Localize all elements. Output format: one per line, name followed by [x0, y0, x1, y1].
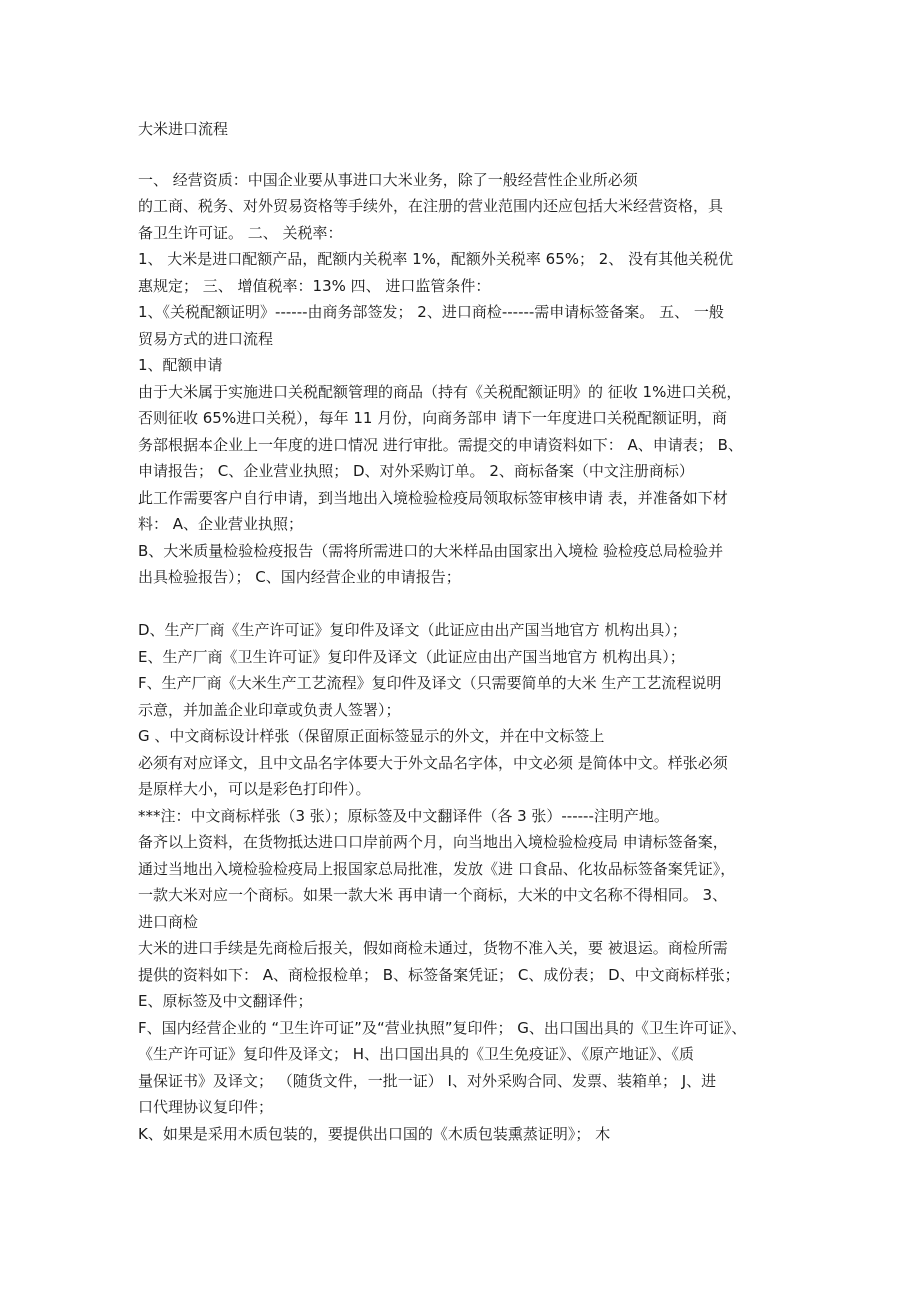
- text-line: D、生产厂商《生产许可证》复印件及译文（此证应由出产国当地官方 机构出具）；: [138, 621, 687, 639]
- text-line: 大米的进口手续是先商检后报关，假如商检未通过，货物不准入关，要 被退运。商检所需: [138, 939, 728, 957]
- text-line: 一、 经营资质：中国企业要从事进口大米业务，除了一般经营性企业所必须: [138, 170, 638, 189]
- text-line: E、原标签及中文翻译件；: [138, 992, 313, 1010]
- text-line: ***注：中文商标样张（3 张）；原标签及中文翻译件（各 3 张）------注明产地。: [138, 806, 669, 825]
- text-line: 申请报告； C、企业营业执照； D、对外采购订单。 2、商标备案（中文注册商标）: [138, 462, 694, 480]
- paragraph-block-1: [138, 167, 788, 591]
- text-line: 出具检验报告）； C、国内经营企业的申请报告；: [138, 568, 461, 586]
- text-line: 示意，并加盖企业印章或负责人签署）；: [138, 700, 401, 719]
- text-line: 提供的资料如下： A、商检报检单； B、标签备案凭证； C、成份表； D、中文商标样张；: [138, 965, 740, 984]
- text-line: 备卫生许可证。 二、 关税率：: [138, 223, 343, 242]
- text-line: 是原样大小，可以是彩色打印件）。: [138, 780, 371, 798]
- text-line: 一款大米对应一个商标。如果一款大米 再申请一个商标，大米的中文名称不得相同。 3、: [138, 886, 728, 904]
- text-line: E、生产厂商《卫生许可证》复印件及译文（此证应由出产国当地官方 机构出具）；: [138, 647, 685, 666]
- text-line: 贸易方式的进口流程: [138, 329, 274, 348]
- text-line: 惠规定； 三、 增值税率：13% 四、 进口监管条件：: [138, 276, 491, 295]
- text-line: F、生产厂商《大米生产工艺流程》复印件及译文（只需要简单的大米 生产工艺流程说明: [138, 674, 722, 692]
- text-line: 此工作需要客户自行申请，到当地出入境检验检疫局领取标签审核申请 表，并准备如下材: [138, 488, 728, 507]
- text-line: 通过当地出入境检验检疫局上报国家总局批准，发放《进 口食品、化妆品标签备案凭证》，: [138, 859, 736, 878]
- text-line: 量保证书》及译文； （随货文件，一批一证） I、对外采购合同、发票、装箱单； J、进: [138, 1071, 717, 1090]
- text-line: 务部根据本企业上一年度的进口情况 进行审批。需提交的申请资料如下： A、申请表； B、: [138, 435, 743, 454]
- text-line: 进口商检: [138, 912, 199, 931]
- paragraph-block-2: [138, 617, 788, 1147]
- blank-line: [138, 591, 788, 618]
- text-line: 否则征收 65%进口关税），每年 11 月份，向商务部申 请下一年度进口关税配额证明，商: [138, 409, 728, 427]
- text-line: K、如果是采用木质包装的，要提供出口国的《木质包装熏蒸证明》； 木: [138, 1124, 611, 1143]
- document-body: [138, 116, 788, 1147]
- text-line: 1、 大米是进口配额产品，配额内关税率 1%，配额外关税率 65%； 2、 没有其他关税优: [138, 250, 734, 268]
- text-line: 口代理协议复印件；: [138, 1098, 274, 1116]
- text-line: 必须有对应译文，且中文品名字体要大于外文品名字体，中文必须 是简体中文。样张必须: [138, 753, 728, 772]
- text-line: 1、配额申请: [138, 356, 223, 374]
- text-line: 《生产许可证》复印件及译文； H、出口国出具的《卫生免疫证》、《原产地证》、《质: [138, 1045, 695, 1063]
- text-line: F、国内经营企业的 “卫生许可证”及“营业执照”复印件； G、出口国出具的《卫生许可证》、: [138, 1018, 747, 1037]
- text-line: 备齐以上资料，在货物抵达进口口岸前两个月，向当地出入境检验检疫局 申请标签备案，: [138, 833, 728, 851]
- text-line: B、大米质量检验检疫报告（需将所需进口的大米样品由国家出入境检 验检疫总局检验并: [138, 541, 724, 560]
- text-line: 由于大米属于实施进口关税配额管理的商品（持有《关税配额证明》的 征收 1%进口关税，: [138, 382, 742, 401]
- text-line: G 、中文商标设计样张（保留原正面标签显示的外文，并在中文标签上: [138, 727, 605, 745]
- text-line: 1、《关税配额证明》------由商务部签发； 2、进口商检------需申请标签备案。 五、 一般: [138, 303, 724, 321]
- document-title: 大米进口流程: [138, 120, 229, 138]
- text-line: 料： A、企业营业执照；: [138, 515, 304, 533]
- text-line: 的工商、税务、对外贸易资格等手续外，在注册的营业范围内还应包括大米经营资格，具: [138, 197, 724, 215]
